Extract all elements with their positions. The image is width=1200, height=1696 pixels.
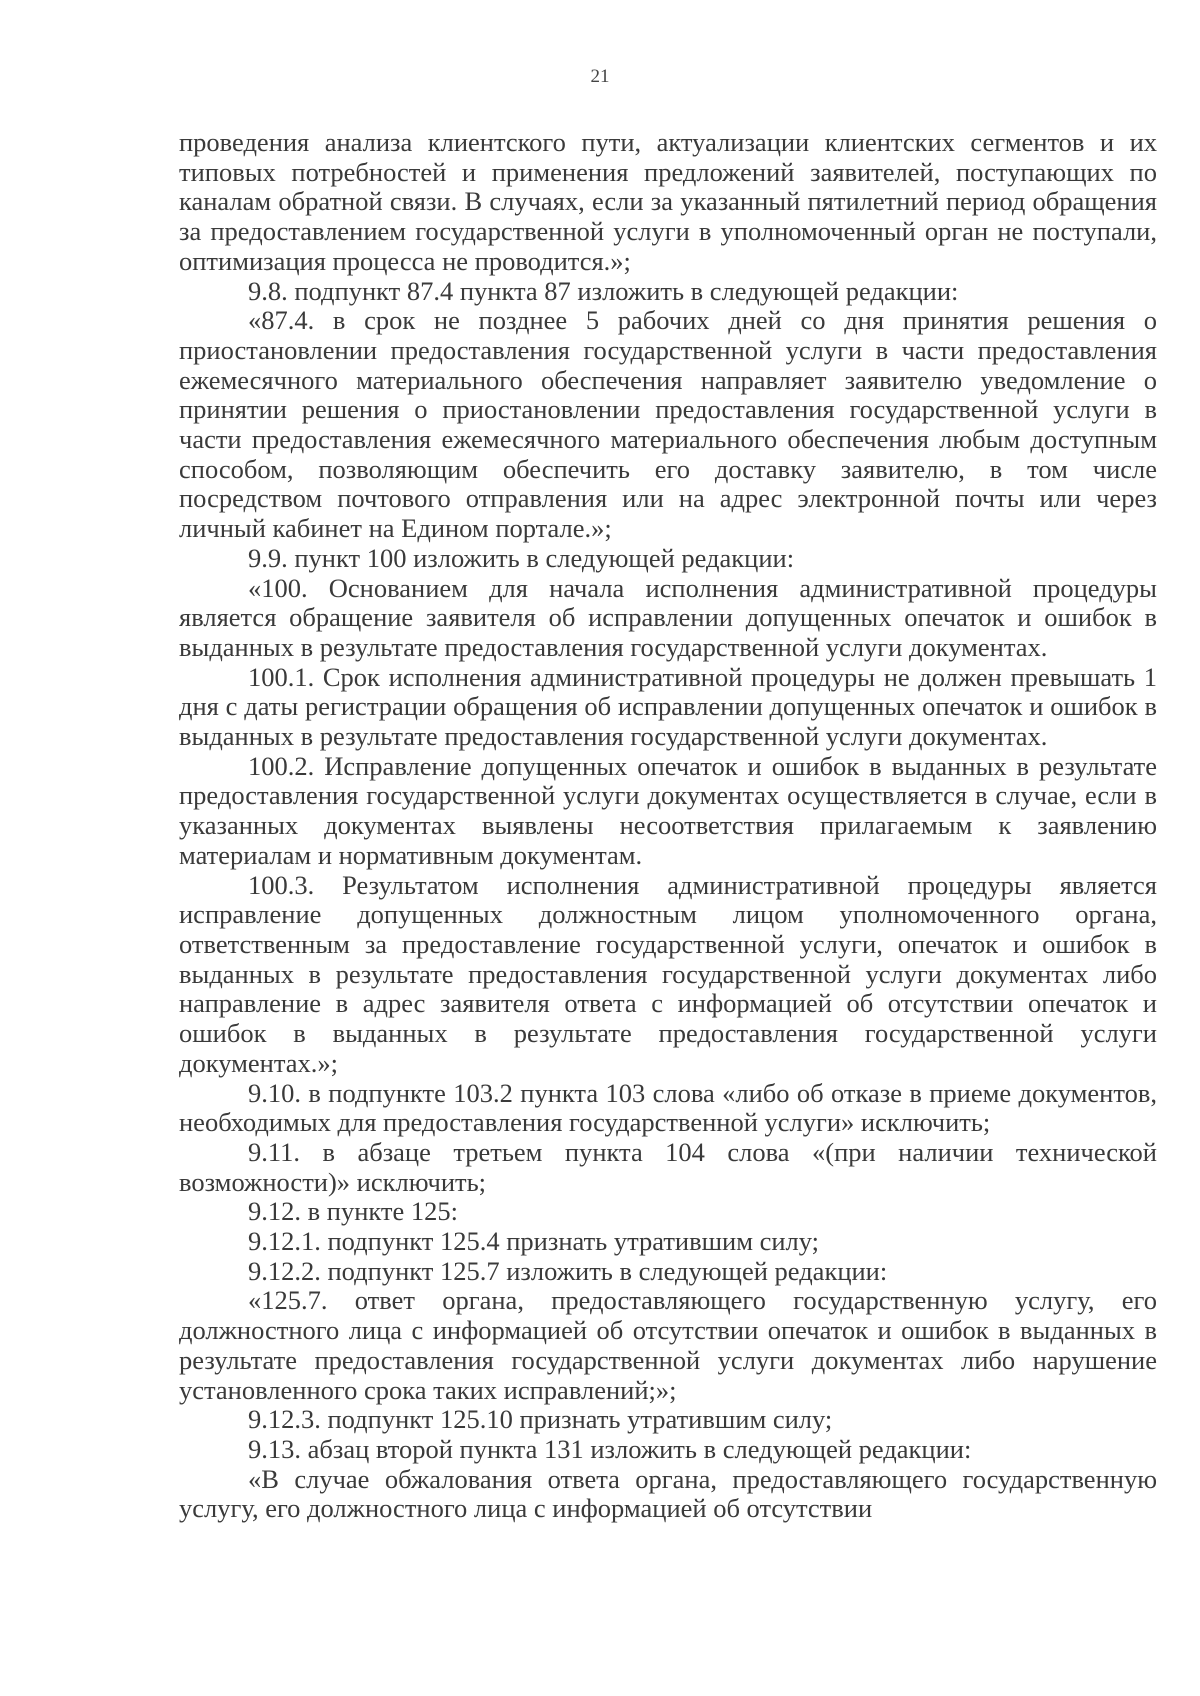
paragraph: 9.11. в абзаце третьем пункта 104 слова «(при наличии технической возможности)» исключить; (179, 1136, 1157, 1197)
paragraph: 9.10. в подпункте 103.2 пункта 103 слова «либо об отказе в приеме документов, необходимых для предоставления государственной услуги» исключить; (179, 1077, 1157, 1138)
paragraph: «100. Основанием для начала исполнения административной процедуры является обращение заявителя об исправлении допущенных опечаток и ошибок в выданных в результате предоставления государственной услуги документах. (179, 572, 1157, 662)
paragraph: 9.8. подпункт 87.4 пункта 87 изложить в следующей редакции: (248, 275, 959, 306)
paragraph: проведения анализа клиентского пути, актуализации клиентских сегментов и их типовых потребностей и применения предложений заявителей, поступающих по каналам обратной связи. В случаях, если за указанный пятилетний период обращения за предоставлением государственной услуги в уполномоченный орган не поступали, оптимизация процесса не проводится.»; (179, 127, 1157, 276)
paragraph: 100.2. Исправление допущенных опечаток и ошибок в выданных в результате предоставления государственной услуги документах осуществляется в случае, если в указанных документах выявлены несоответствия прилагаемым к заявлению материалам и нормативным документам. (179, 750, 1157, 870)
paragraph: 9.12.1. подпункт 125.4 признать утратившим силу; (248, 1226, 820, 1257)
document-body (179, 128, 1157, 1524)
paragraph: 100.1. Срок исполнения административной процедуры не должен превышать 1 дня с даты регистрации обращения об исправлении допущенных опечаток и ошибок в выданных в результате предоставления государственной услуги документах. (179, 661, 1157, 752)
paragraph: 9.12. в пункте 125: (248, 1196, 458, 1227)
paragraph: 9.12.2. подпункт 125.7 изложить в следующей редакции: (248, 1255, 888, 1286)
paragraph: 9.13. абзац второй пункта 131 изложить в следующей редакции: (248, 1433, 972, 1464)
paragraph: 9.9. пункт 100 изложить в следующей редакции: (248, 542, 795, 573)
paragraph: «87.4. в срок не позднее 5 рабочих дней со дня принятия решения о приостановлении предоставления государственной услуги в части предоставления ежемесячного материального обеспечения направляет заявителю уведомление о принятии решения о приостановлении предоставления государственной услуги в части предоставления ежемесячного материального обеспечения любым доступным способом, позволяющим обеспечить его доставку заявителю, в том числе посредством почтового отправления или на адрес электронной почты или через личный кабинет на Едином портале.»; (179, 305, 1157, 544)
page-number: 21 (590, 66, 610, 87)
paragraph: «125.7. ответ органа, предоставляющего государственную услугу, его должностного лица с информацией об отсутствии опечаток и ошибок в выданных в результате предоставления государственной услуги документах либо нарушение установленного срока таких исправлений;»; (179, 1285, 1157, 1405)
paragraph: 9.12.3. подпункт 125.10 признать утратившим силу; (248, 1404, 833, 1435)
paragraph: «В случае обжалования ответа органа, предоставляющего государственную услугу, его должностного лица с информацией об отсутствии (179, 1463, 1157, 1524)
paragraph: 100.3. Результатом исполнения административной процедуры является исправление допущенных должностным лицом уполномоченного органа, ответственным за предоставление государственной услуги, опечаток и ошибок в выданных в результате предоставления государственной услуги документах либо направление в адрес заявителя ответа с информацией об отсутствии опечаток и ошибок в выданных в результате предоставления государственной услуги документах.»; (179, 869, 1157, 1078)
